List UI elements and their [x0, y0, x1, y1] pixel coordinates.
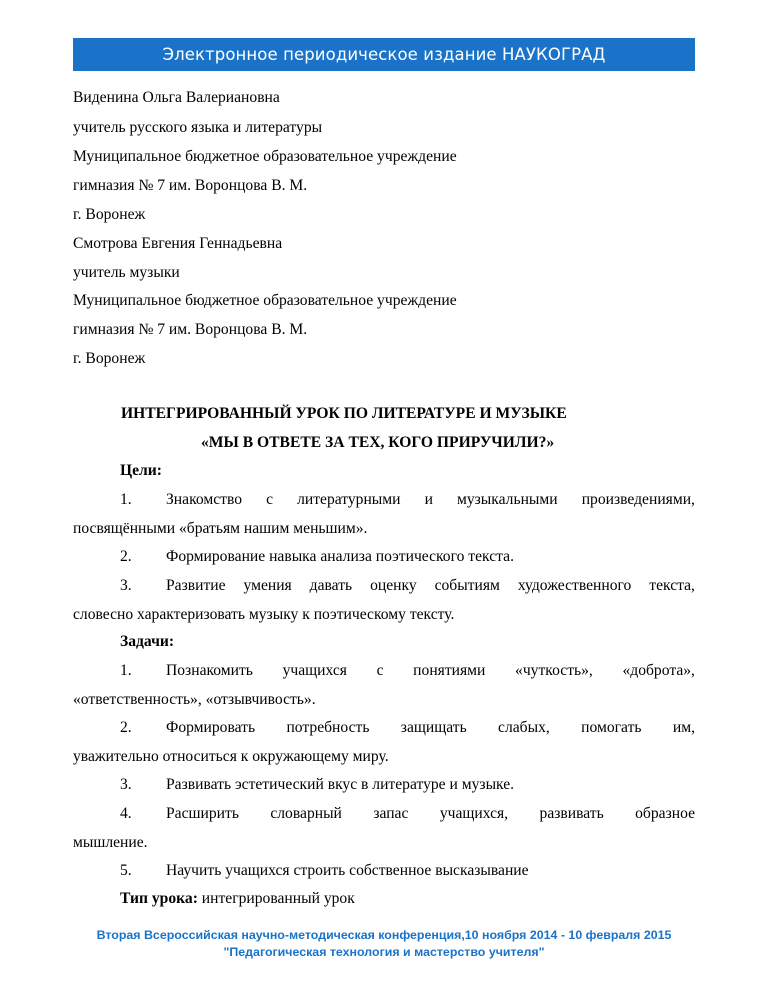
task-text-continued: уважительно относиться к окружающему миру. — [73, 748, 389, 765]
task-text: Научить учащихся строить собственное высказывание — [166, 862, 529, 879]
word: Формировать — [166, 719, 256, 736]
conference-footer-line1: Вторая Всероссийская научно-методическая конференция,10 ноября 2014 - 10 февраля 2015 — [96, 928, 672, 942]
task-text — [166, 719, 695, 737]
tasks-heading: Задачи: — [120, 633, 175, 650]
task-number: 4. — [120, 805, 132, 822]
task-number: 2. — [120, 719, 132, 736]
task-text — [166, 805, 695, 823]
goal-text-continued: посвящёнными «братьям нашим меньшим». — [73, 520, 368, 537]
lesson-type-value: интегрированный урок — [197, 890, 355, 907]
author-name: Смотрова Евгения Геннадьевна — [73, 235, 283, 252]
word: и — [424, 491, 433, 508]
word: литературными — [297, 491, 401, 508]
goals-heading: Цели: — [120, 462, 162, 479]
word: Расширить — [166, 805, 239, 822]
word: музыкальными — [456, 491, 558, 508]
author-school: гимназия № 7 им. Воронцова В. М. — [73, 321, 308, 338]
goal-text: Формирование навыка анализа поэтического текста. — [166, 548, 514, 565]
lesson-title: ИНТЕГРИРОВАННЫЙ УРОК ПО ЛИТЕРАТУРЕ И МУЗЫКЕ — [121, 405, 567, 422]
task-number: 5. — [120, 862, 132, 879]
word: Познакомить — [166, 662, 253, 679]
word: развивать — [539, 805, 604, 822]
word: художественного — [517, 577, 632, 594]
author-school: гимназия № 7 им. Воронцова В. М. — [73, 177, 308, 194]
author-position: учитель музыки — [73, 264, 180, 281]
word: помогать — [581, 719, 642, 736]
word: потребность — [286, 719, 370, 736]
word: им, — [672, 719, 695, 736]
word: Развитие — [166, 577, 226, 594]
journal-header-banner — [73, 38, 695, 71]
goal-text — [166, 577, 695, 595]
task-text-continued: «ответственность», «отзывчивость». — [73, 691, 316, 708]
word: словарный — [270, 805, 342, 822]
conference-footer-line2: "Педагогическая технология и мастерство учителя" — [223, 945, 545, 959]
author-city: г. Воронеж — [73, 350, 146, 367]
lesson-type — [120, 890, 355, 908]
word: «доброта», — [622, 662, 695, 679]
goal-number: 2. — [120, 548, 132, 565]
word: учащихся, — [439, 805, 509, 822]
word: текста, — [649, 577, 695, 594]
word: давать — [309, 577, 353, 594]
author-position: учитель русского языка и литературы — [73, 119, 323, 136]
author-organization: Муниципальное бюджетное образовательное учреждение — [73, 148, 457, 165]
goal-text — [166, 491, 695, 509]
lesson-subtitle: «МЫ В ОТВЕТЕ ЗА ТЕХ, КОГО ПРИРУЧИЛИ?» — [201, 434, 555, 451]
goal-number: 3. — [120, 577, 132, 594]
journal-title: Электронное периодическое издание НАУКОГРАД — [162, 45, 606, 64]
word: Знакомство — [166, 491, 243, 508]
author-city: г. Воронеж — [73, 206, 146, 223]
word: «чуткость», — [515, 662, 593, 679]
word: с — [266, 491, 274, 508]
task-text: Развивать эстетический вкус в литературе и музыке. — [166, 776, 515, 793]
task-number: 3. — [120, 776, 132, 793]
goal-number: 1. — [120, 491, 132, 508]
word: защищать — [400, 719, 467, 736]
word: умения — [243, 577, 292, 594]
task-number: 1. — [120, 662, 132, 679]
word: учащихся — [282, 662, 347, 679]
word: событиям — [434, 577, 500, 594]
goal-text-continued: словесно характеризовать музыку к поэтическому тексту. — [73, 606, 455, 623]
author-name: Виденина Ольга Валериановна — [73, 89, 280, 106]
word: с — [376, 662, 384, 679]
word: образное — [635, 805, 695, 822]
word: произведениями, — [581, 491, 695, 508]
lesson-type-label: Тип урока: — [120, 890, 198, 907]
word: запас — [373, 805, 409, 822]
word: оценку — [370, 577, 417, 594]
word: понятиями — [413, 662, 486, 679]
author-organization: Муниципальное бюджетное образовательное учреждение — [73, 292, 457, 309]
word: слабых, — [498, 719, 550, 736]
task-text — [166, 662, 695, 680]
task-text-continued: мышление. — [73, 834, 148, 851]
